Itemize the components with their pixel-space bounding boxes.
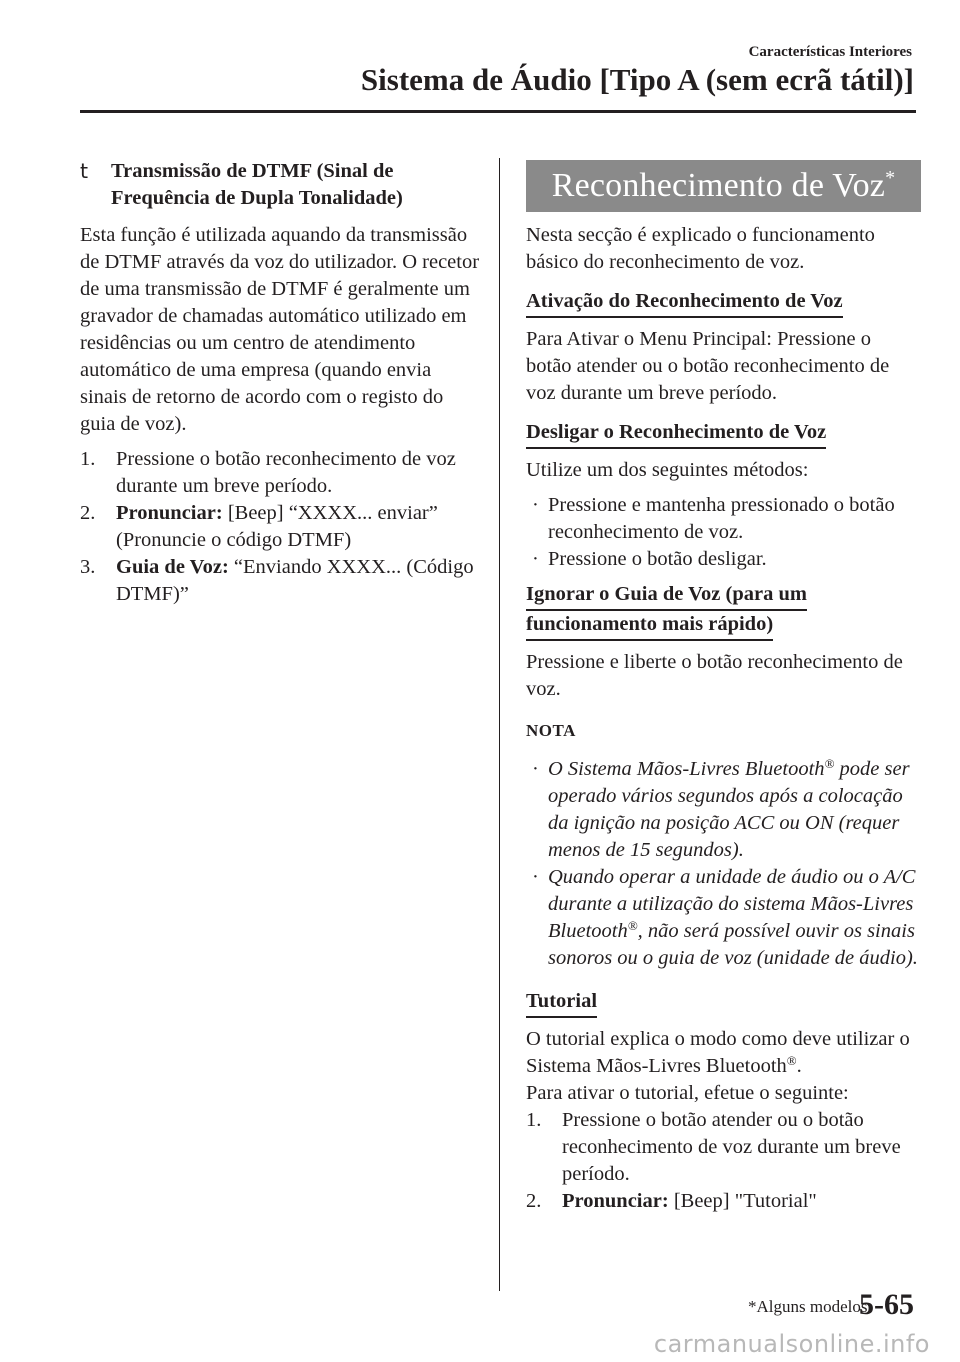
tutorial-text <box>526 1026 921 1080</box>
watermark: carmanualsonline.info <box>653 1330 930 1358</box>
list-item <box>526 1188 921 1215</box>
list-item <box>80 554 480 608</box>
dtmf-steps <box>80 446 480 608</box>
step-bold-label: Pronunciar: <box>116 502 223 524</box>
bullet-dot: · <box>532 494 539 516</box>
banner-title: Reconhecimento de Voz <box>551 167 886 204</box>
footnote: *Alguns modelos. <box>748 1297 872 1316</box>
tutorial-text-main: O tutorial explica o modo como deve utilizar o Sistema Mãos-Livres Bluetooth <box>526 1028 910 1077</box>
bullet-dot: · <box>532 758 539 780</box>
nota-text: , não será possível ouvir os sinais sonoros ou o guia de voz (unidade de áudio). <box>548 920 918 969</box>
tutorial-text2: Para ativar o tutorial, efetue o seguinte: <box>526 1082 849 1104</box>
activation-heading: Ativação do Reconhecimento de Voz <box>526 288 843 318</box>
registered-mark: ® <box>627 918 638 933</box>
step-text: Pressione o botão reconhecimento de voz durante um breve período. <box>116 448 456 497</box>
step-number: 2. <box>526 1190 542 1212</box>
step-number: 1. <box>80 448 96 470</box>
bullet-text: Pressione o botão desligar. <box>548 548 767 570</box>
intro-paragraph: Nesta secção é explicado o funcionamento básico do reconhecimento de voz. <box>526 224 875 273</box>
deactivate-heading: Desligar o Reconhecimento de Voz <box>526 419 826 449</box>
nota-list <box>526 756 921 972</box>
list-item <box>526 756 921 864</box>
step-text: “Enviando XXXX... (Código DTMF)” <box>116 556 474 605</box>
heading-marker: t <box>80 159 89 183</box>
list-item <box>80 500 480 554</box>
skip-heading-line1: Ignorar o Guia de Voz (para um <box>526 581 807 611</box>
step-bold-label: Pronunciar: <box>562 1190 669 1212</box>
nota-text: Quando operar a unidade de áudio ou o A/C durante a utilização do sistema Mãos-Livres Bluetooth <box>548 866 916 942</box>
nota-label: NOTA <box>526 721 576 740</box>
list-item <box>526 1107 921 1188</box>
tutorial-text-end: . <box>796 1055 802 1077</box>
registered-mark: ® <box>786 1053 797 1068</box>
step-bold-label: Guia de Voz: <box>116 556 229 578</box>
tutorial-heading: Tutorial <box>526 988 597 1018</box>
step-text: [Beep] “XXXX... enviar” (Pronuncie o código DTMF) <box>116 502 438 551</box>
step-number: 3. <box>80 556 96 578</box>
skip-heading-line2: funcionamento mais rápido) <box>526 611 773 641</box>
page-title: Sistema de Áudio [Tipo A (sem ecrã tátil)] <box>360 62 914 97</box>
nota-text: O Sistema Mãos-Livres Bluetooth <box>548 758 825 780</box>
list-item <box>526 864 921 972</box>
bullet-dot: · <box>532 866 539 888</box>
list-item <box>80 446 480 500</box>
left-column <box>80 158 480 608</box>
dtmf-paragraph: Esta função é utilizada aquando da transmissão de DTMF através da voz do utilizador. O recetor de uma transmissão de DTMF é geralmente um gravador de chamadas automático utilizado em residências ou um centro de atendimento automático de uma empresa (quando envia sinais de retorno de acordo com o registo do guia de voz). <box>80 224 480 435</box>
page-number: 5-65 <box>859 1288 914 1321</box>
deactivate-text: Utilize um dos seguintes métodos: <box>526 459 809 481</box>
step-text: Pressione o botão atender ou o botão reconhecimento de voz durante um breve período. <box>562 1109 901 1185</box>
activation-text: Para Ativar o Menu Principal: Pressione o botão atender ou o botão reconhecimento de voz durante um breve período. <box>526 328 890 404</box>
skip-heading <box>526 581 921 641</box>
bullet-text: Pressione e mantenha pressionado o botão reconhecimento de voz. <box>548 494 895 543</box>
dtmf-heading-text: Transmissão de DTMF (Sinal de Frequência de Dupla Tonalidade) <box>111 160 403 209</box>
dtmf-heading <box>80 158 480 212</box>
deactivate-bullets <box>526 492 921 573</box>
list-item <box>526 492 921 546</box>
banner-asterisk: * <box>885 167 896 189</box>
list-item <box>526 546 921 573</box>
step-number: 2. <box>80 502 96 524</box>
bullet-dot: · <box>532 548 539 570</box>
section-banner <box>526 160 921 212</box>
header-rule <box>80 110 916 113</box>
right-column <box>526 160 921 1215</box>
column-divider <box>499 158 500 1291</box>
step-text: [Beep] "Tutorial" <box>668 1190 817 1212</box>
skip-text: Pressione e liberte o botão reconhecimento de voz. <box>526 651 903 700</box>
header-category: Características Interiores <box>748 44 912 60</box>
nota-text: pode ser operado vários segundos após a colocação da ignição na posição ACC ou ON (requer menos de 15 segundos). <box>548 758 910 861</box>
registered-mark: ® <box>824 756 835 771</box>
tutorial-steps <box>526 1107 921 1215</box>
step-number: 1. <box>526 1109 542 1131</box>
